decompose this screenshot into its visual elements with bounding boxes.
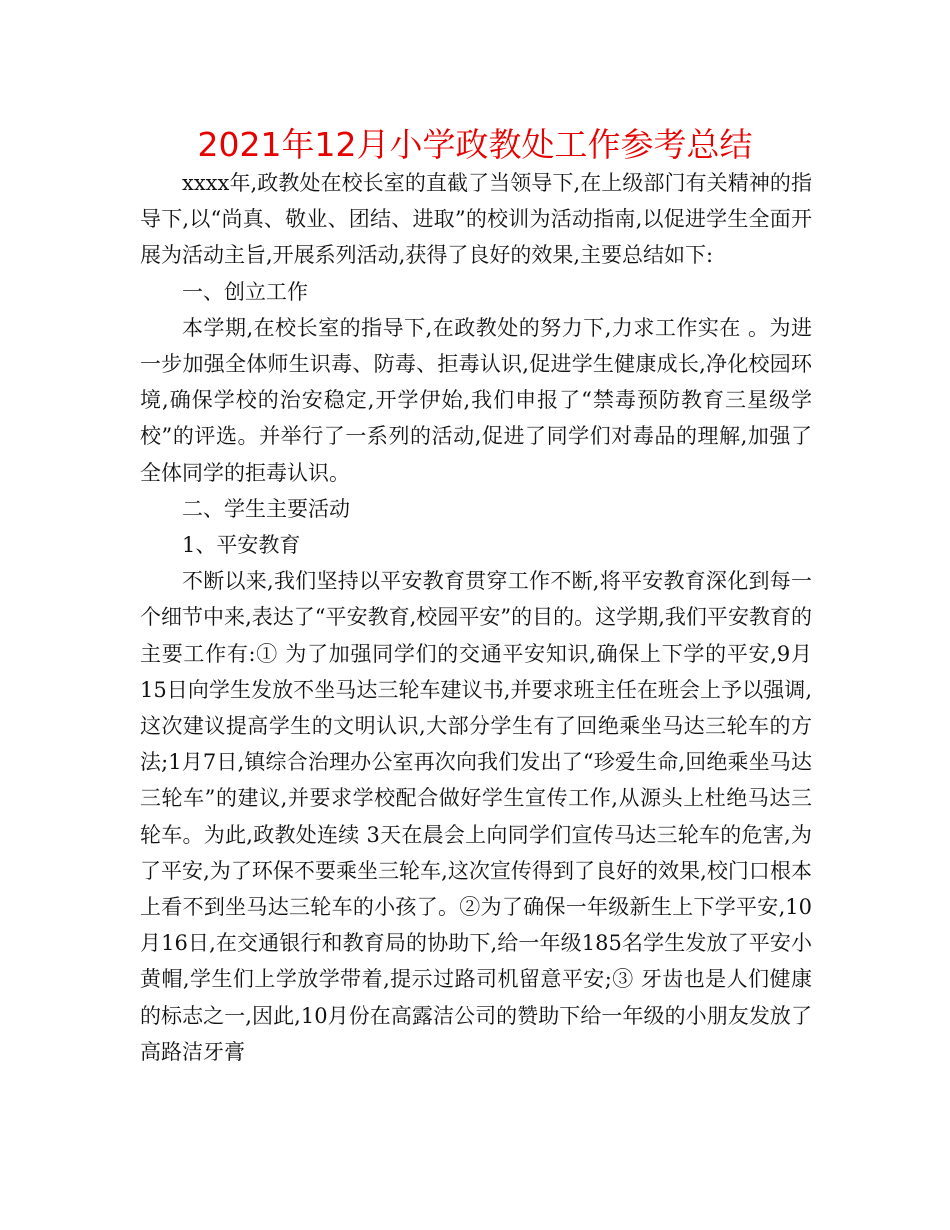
paragraph-intro: xxxx年,政教处在校长室的直截了当领导下,在上级部门有关精神的指导下,以“尚真、敬业、团结、进取”的校训为活动指南,以促进学生全面开展为活动主旨,开展系列活动,获得了良好的效果,主要总结如下:: [140, 171, 812, 268]
subsection-heading-safety-education: 1、平安教育: [182, 533, 301, 558]
document-body: [140, 165, 812, 1070]
document-title: 2021年12月小学政教处工作参考总结: [197, 125, 753, 164]
paragraph-creation-work: 本学期,在校长室的指导下,在政教处的努力下,力求工作实在 。为进一步加强全体师生识毒、防毒、拒毒认识,促进学生健康成长,净化校园环境,确保学校的治安稳定,开学伊始,我们申报了“禁毒预防教育三星级学校”的评选。并举行了一系列的活动,促进了同学们对毒品的理解,加强了全体同学的拒毒认识。: [140, 315, 812, 485]
paragraph-safety-education: 不断以来,我们坚持以平安教育贯穿工作不断,将平安教育深化到每一个细节中来,表达了“平安教育,校园平安”的目的。这学期,我们平安教育的主要工作有:① 为了加强同学们的交通平安知识,确保上下学的平安,9月15日向学生发放不坐马达三轮车建议书,并要求班主任在班会上予以强调,这次建议提高学生的文明认识,大部分学生有了回绝乘坐马达三轮车的方法;1月7日,镇综合治理办公室再次向我们发出了“珍爱生命,回绝乘坐马达三轮车”的建议,并要求学校配合做好学生宣传工作,从源头上杜绝马达三轮车。为此,政教处连续 3天在晨会上向同学们宣传马达三轮车的危害,为了平安,为了环保不要乘坐三轮车,这次宣传得到了良好的效果,校门口根本上看不到坐马达三轮车的小孩了。②为了确保一年级新生上下学平安,10月16日,在交通银行和教育局的协助下,给一年级185名学生发放了平安小黄帽,学生们上学放学带着,提示过路司机留意平安;③ 牙齿也是人们健康的标志之一,因此,10月份在高露洁公司的赞助下给一年级的小朋友发放了高路洁牙膏: [140, 569, 812, 1064]
section-heading-creation-work: 一、创立工作: [182, 279, 308, 304]
section-heading-student-activities: 二、学生主要活动: [182, 496, 350, 521]
